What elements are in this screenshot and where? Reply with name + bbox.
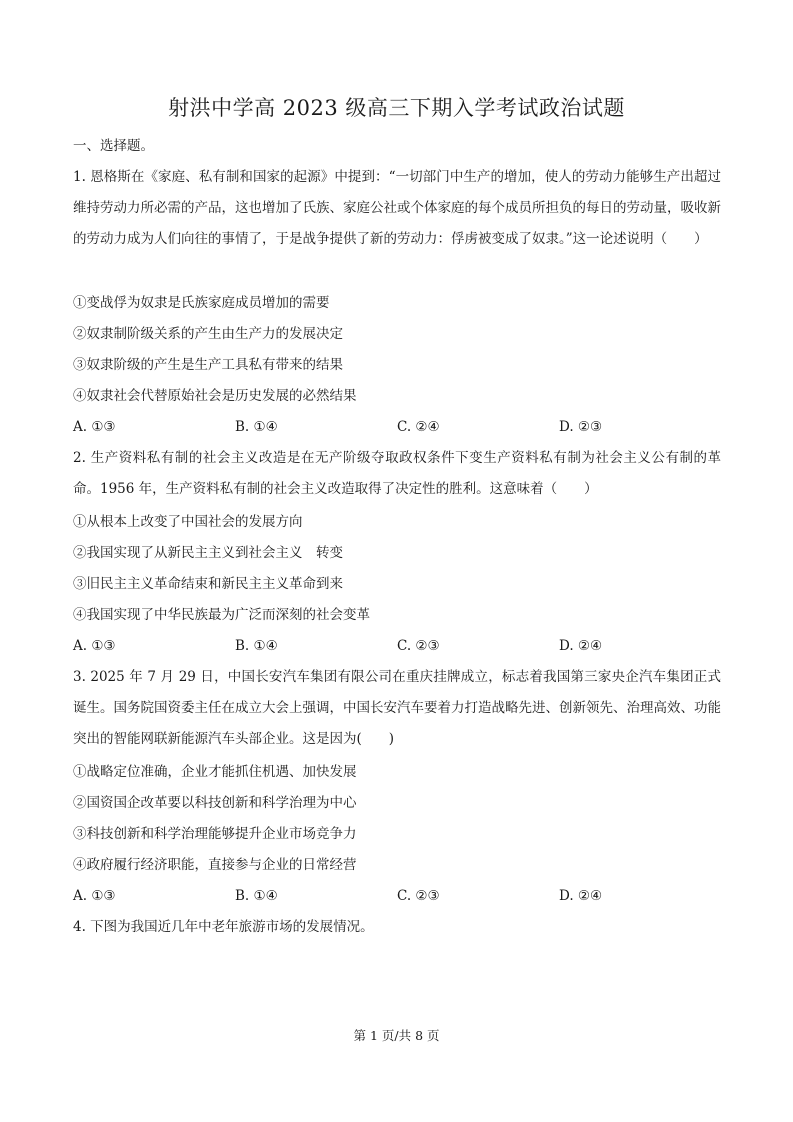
question-2-option-4: ④我国实现了中华民族最为广泛而深刻的社会变革 <box>73 607 370 623</box>
question-2-choice-b[interactable]: B. ①④ <box>235 638 278 654</box>
question-3-choices <box>73 888 733 904</box>
page-footer: 第 1 页/共 8 页 <box>353 1028 440 1043</box>
question-2-stem: 2. 生产资料私有制的社会主义改造是在无产阶级夺取政权条件下变生产资料私有制为社会主义公有制的革命。1956 年，生产资料私有制的社会主义改造取得了决定性的胜利。这意味着（ ） <box>73 450 721 497</box>
question-1-option-3: ③奴隶阶级的产生是生产工具私有带来的结果 <box>73 357 343 373</box>
question-2-option-3: ③旧民主主义革命结束和新民主主义革命到来 <box>73 576 343 592</box>
question-3-option-1: ①战略定位准确，企业才能抓住机遇、加快发展 <box>73 764 357 780</box>
question-1-choices <box>73 419 733 435</box>
question-2-option-2: ②我国实现了从新民主主义到社会主义 转变 <box>73 545 343 561</box>
question-1-choice-d[interactable]: D. ②③ <box>559 419 603 435</box>
question-1-option-4: ④奴隶社会代替原始社会是历史发展的必然结果 <box>73 388 357 404</box>
question-1-option-1: ①变战俘为奴隶是氏族家庭成员增加的需要 <box>73 295 330 311</box>
question-2-choice-c[interactable]: C. ②③ <box>397 638 440 654</box>
section-heading: 一、选择题。 <box>73 138 154 154</box>
question-2-choice-a[interactable]: A. ①③ <box>73 638 116 654</box>
question-2-choice-d[interactable]: D. ②④ <box>559 638 603 654</box>
question-2-option-1: ①从根本上改变了中国社会的发展方向 <box>73 514 303 530</box>
page-title: 射洪中学高 2023 级高三下期入学考试政治试题 <box>168 96 625 120</box>
question-4-stem: 4. 下图为我国近几年中老年旅游市场的发展情况。 <box>73 919 374 935</box>
question-1-choice-a[interactable]: A. ①③ <box>73 419 116 435</box>
question-1-stem: 1. 恩格斯在《家庭、私有制和国家的起源》中提到：“一切部门中生产的增加，使人的劳动力能够生产出超过维持劳动力所必需的产品，这也增加了氏族、家庭公社或个体家庭的每个成员所担负的每日的劳动量，吸收新的劳动力成为人们向往的事情了，于是战争提供了新的劳动力：俘虏被变成了奴隶。”这一论述说明（ ） <box>73 169 721 247</box>
question-1-choice-b[interactable]: B. ①④ <box>235 419 278 435</box>
question-3-stem: 3. 2025 年 7 月 29 日，中国长安汽车集团有限公司在重庆挂牌成立，标志着我国第三家央企汽车集团正式诞生。国务院国资委主任在成立大会上强调，中国长安汽车要着力打造战略先进、创新领先、治理高效、功能突出的智能网联新能源汽车头部企业。这是因为( ) <box>73 669 721 747</box>
question-3-choice-b[interactable]: B. ①④ <box>235 888 278 904</box>
question-1-option-2: ②奴隶制阶级关系的产生由生产力的发展决定 <box>73 326 343 342</box>
question-3-option-3: ③科技创新和科学治理能够提升企业市场竞争力 <box>73 826 357 842</box>
question-3-choice-a[interactable]: A. ①③ <box>73 888 116 904</box>
question-3-choice-c[interactable]: C. ②③ <box>397 888 440 904</box>
question-3-option-2: ②国资国企改革要以科技创新和科学治理为中心 <box>73 795 357 811</box>
question-3-choice-d[interactable]: D. ②④ <box>559 888 603 904</box>
question-3-option-4: ④政府履行经济职能，直接参与企业的日常经营 <box>73 857 357 873</box>
question-2-choices <box>73 638 733 654</box>
question-1-choice-c[interactable]: C. ②④ <box>397 419 440 435</box>
